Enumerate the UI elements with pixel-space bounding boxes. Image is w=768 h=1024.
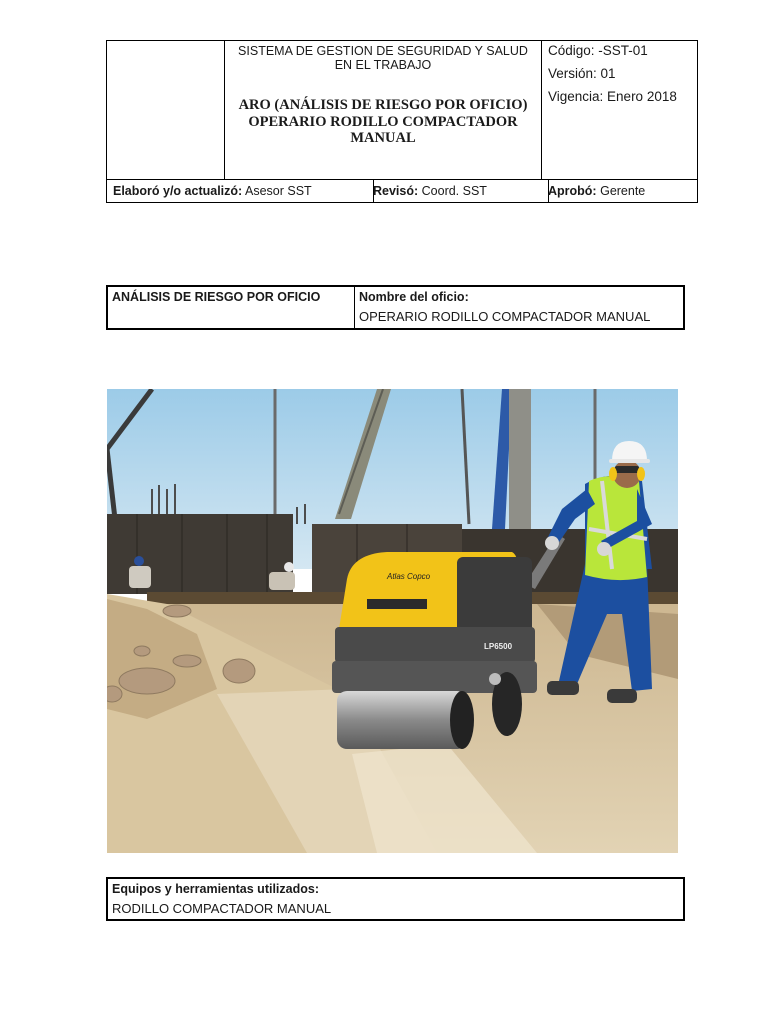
roller-brand: Atlas Copco bbox=[387, 572, 431, 581]
document-title-line-1: ARO (ANÁLISIS DE RIESGO POR OFICIO) bbox=[238, 97, 528, 113]
document-header-table bbox=[106, 40, 698, 203]
document-version: Versión: 01 bbox=[548, 66, 616, 81]
reviewed-by-label: Revisó: bbox=[373, 184, 419, 198]
document-meta-cell bbox=[542, 41, 697, 179]
roller-model: LP6500 bbox=[484, 642, 513, 651]
trade-name-cell bbox=[355, 287, 683, 328]
risk-analysis-label-cell bbox=[108, 287, 355, 328]
elaborated-by-cell bbox=[107, 180, 374, 202]
document-title bbox=[231, 97, 535, 147]
risk-analysis-label: ANÁLISIS DE RIESGO POR OFICIO bbox=[112, 290, 321, 304]
reviewed-by-cell bbox=[367, 180, 549, 202]
document-validity: Vigencia: Enero 2018 bbox=[548, 89, 677, 104]
approval-row bbox=[107, 179, 697, 202]
approved-by-value: Gerente bbox=[600, 184, 646, 198]
reviewed-by-value: Coord. SST bbox=[421, 184, 487, 198]
roller-operator-photo bbox=[107, 389, 678, 853]
system-title-line-1: SISTEMA DE GESTION DE SEGURIDAD Y SALUD bbox=[238, 44, 528, 58]
approved-by-cell bbox=[542, 180, 703, 202]
logo-cell bbox=[107, 41, 225, 179]
trade-name-label: Nombre del oficio: bbox=[359, 290, 469, 304]
system-title-line-2: EN EL TRABAJO bbox=[334, 58, 432, 72]
approved-by-label: Aprobó: bbox=[548, 184, 597, 198]
document-title-line-3: MANUAL bbox=[350, 130, 416, 146]
equipment-table bbox=[106, 877, 685, 921]
document-code: Código: -SST-01 bbox=[548, 43, 648, 58]
equipment-value: RODILLO COMPACTADOR MANUAL bbox=[112, 901, 332, 916]
elaborated-by-label: Elaboró y/o actualizó: bbox=[113, 184, 243, 198]
management-system-title bbox=[231, 44, 535, 72]
document-title-line-2: OPERARIO RODILLO COMPACTADOR bbox=[248, 113, 518, 130]
elaborated-by-value: Asesor SST bbox=[244, 184, 312, 198]
equipment-label: Equipos y herramientas utilizados: bbox=[112, 882, 319, 896]
risk-analysis-table bbox=[106, 285, 685, 330]
trade-name-value: OPERARIO RODILLO COMPACTADOR MANUAL bbox=[359, 309, 651, 324]
header-title-cell bbox=[225, 41, 542, 179]
